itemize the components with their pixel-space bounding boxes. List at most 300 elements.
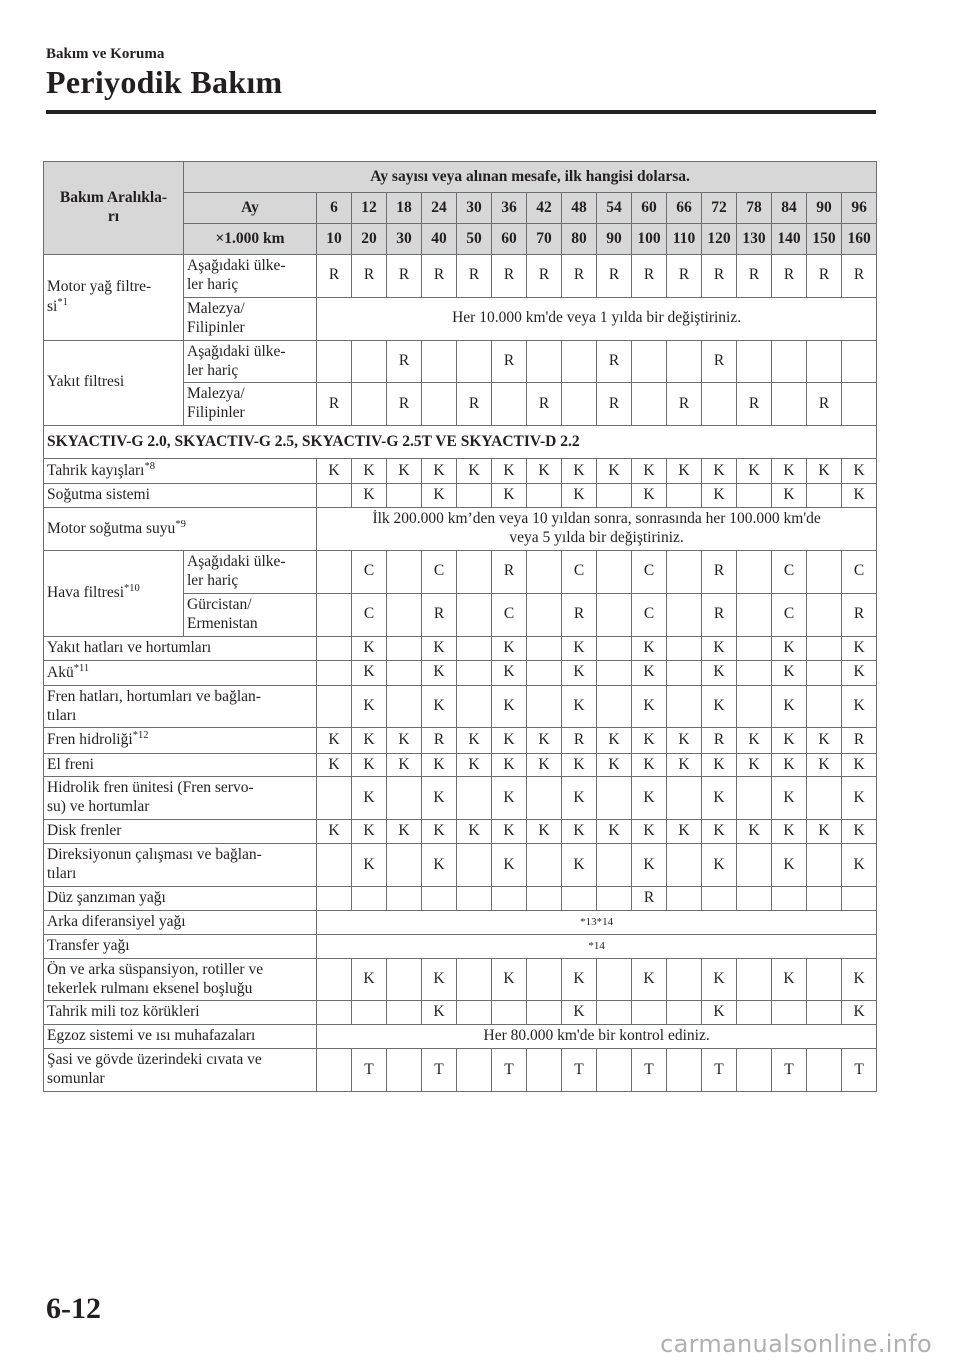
item-label: Hava filtresi <box>47 584 125 602</box>
schedule-cell: K <box>632 660 667 685</box>
km-cell: 40 <box>422 224 457 255</box>
sub-item-label: Malezya/ <box>187 299 245 317</box>
schedule-cell: K <box>772 660 807 685</box>
schedule-cell: K <box>597 820 632 844</box>
footnote-ref: *9 <box>175 519 186 531</box>
schedule-cell <box>387 593 422 636</box>
schedule-cell: K <box>702 844 737 887</box>
schedule-cell <box>492 1001 527 1025</box>
schedule-cell <box>457 958 492 1001</box>
schedule-cell: K <box>562 958 597 1001</box>
sub-item-label-line2: ler hariç <box>187 361 239 379</box>
km-cell: 50 <box>457 224 492 255</box>
schedule-cell: K <box>702 777 737 820</box>
item-label-line2: si <box>47 297 58 315</box>
schedule-cell <box>597 1049 632 1092</box>
schedule-cell <box>387 1001 422 1025</box>
item-label-line2: tıları <box>47 706 77 724</box>
schedule-cell: K <box>702 753 737 777</box>
schedule-cell: K <box>492 820 527 844</box>
schedule-cell <box>562 383 597 426</box>
km-cell: 80 <box>562 224 597 255</box>
schedule-cell <box>667 886 702 910</box>
schedule-cell: K <box>842 660 877 685</box>
table-row <box>44 1001 877 1025</box>
schedule-cell: K <box>492 660 527 685</box>
schedule-cell <box>317 777 352 820</box>
table-row <box>44 753 877 777</box>
schedule-cell: R <box>527 383 562 426</box>
month-cell: 30 <box>457 193 492 224</box>
schedule-cell <box>807 844 842 887</box>
km-cell: 20 <box>352 224 387 255</box>
item-cell <box>44 255 184 341</box>
schedule-cell <box>632 383 667 426</box>
schedule-cell <box>667 1049 702 1092</box>
schedule-cell <box>807 958 842 1001</box>
schedule-cell: K <box>562 636 597 660</box>
schedule-cell: R <box>492 255 527 298</box>
schedule-cell: R <box>667 383 702 426</box>
schedule-cell: R <box>737 383 772 426</box>
schedule-cell: K <box>422 958 457 1001</box>
item-label: Şasi ve gövde üzerindeki cıvata ve <box>47 1051 262 1069</box>
schedule-cell <box>597 685 632 728</box>
schedule-cell <box>737 777 772 820</box>
schedule-cell: K <box>772 728 807 753</box>
schedule-cell <box>737 636 772 660</box>
schedule-cell: K <box>352 820 387 844</box>
schedule-cell: K <box>387 459 422 484</box>
schedule-cell <box>772 886 807 910</box>
schedule-cell: R <box>352 255 387 298</box>
schedule-cell: K <box>772 459 807 484</box>
schedule-cell: K <box>562 753 597 777</box>
schedule-cell: K <box>702 685 737 728</box>
schedule-cell: K <box>457 753 492 777</box>
table-row <box>44 508 877 551</box>
schedule-cell: K <box>562 685 597 728</box>
item-label: Disk frenler <box>47 822 122 840</box>
schedule-cell: K <box>562 1001 597 1025</box>
schedule-cell: K <box>772 958 807 1001</box>
schedule-cell: K <box>632 820 667 844</box>
schedule-cell <box>702 886 737 910</box>
schedule-cell: K <box>352 958 387 1001</box>
schedule-cell <box>387 844 422 887</box>
schedule-cell <box>807 886 842 910</box>
km-cell: 140 <box>772 224 807 255</box>
schedule-cell <box>422 383 457 426</box>
schedule-cell <box>807 660 842 685</box>
schedule-cell <box>317 886 352 910</box>
schedule-cell: K <box>317 728 352 753</box>
schedule-cell: T <box>632 1049 667 1092</box>
schedule-cell <box>737 958 772 1001</box>
schedule-cell <box>597 958 632 1001</box>
schedule-cell: K <box>807 459 842 484</box>
km-cell: 70 <box>527 224 562 255</box>
note-cell <box>317 1025 877 1049</box>
km-cell: 30 <box>387 224 422 255</box>
schedule-cell <box>317 1001 352 1025</box>
table-row <box>44 340 877 383</box>
schedule-cell <box>387 660 422 685</box>
schedule-cell <box>842 340 877 383</box>
span-header: Ay sayısı veya alınan mesafe, ilk hangisi dolarsa. <box>184 162 877 193</box>
schedule-cell: R <box>842 728 877 753</box>
schedule-cell <box>527 1001 562 1025</box>
schedule-cell: K <box>492 636 527 660</box>
item-cell <box>44 551 184 637</box>
item-label: Motor yağ filtre- <box>47 277 152 295</box>
schedule-cell <box>562 340 597 383</box>
schedule-cell: K <box>632 484 667 508</box>
month-label: Ay <box>184 193 317 224</box>
schedule-cell <box>737 1049 772 1092</box>
sub-item-label: Aşağıdaki ülke- <box>187 342 286 360</box>
schedule-cell <box>387 886 422 910</box>
schedule-cell: K <box>772 685 807 728</box>
schedule-cell: T <box>702 1049 737 1092</box>
item-cell <box>44 728 317 753</box>
schedule-cell: T <box>352 1049 387 1092</box>
schedule-cell <box>457 340 492 383</box>
schedule-cell: K <box>737 753 772 777</box>
schedule-cell: K <box>492 958 527 1001</box>
schedule-cell: R <box>457 255 492 298</box>
schedule-cell: R <box>562 593 597 636</box>
schedule-cell <box>737 1001 772 1025</box>
schedule-cell <box>352 383 387 426</box>
schedule-cell <box>737 593 772 636</box>
schedule-cell: C <box>632 551 667 594</box>
item-cell <box>44 484 317 508</box>
schedule-cell: K <box>632 728 667 753</box>
schedule-cell: K <box>492 753 527 777</box>
schedule-cell: K <box>492 844 527 887</box>
schedule-cell <box>352 340 387 383</box>
month-cell: 78 <box>737 193 772 224</box>
schedule-cell: K <box>422 660 457 685</box>
schedule-cell: R <box>632 886 667 910</box>
schedule-cell: C <box>772 593 807 636</box>
schedule-cell: R <box>702 551 737 594</box>
schedule-cell: K <box>352 459 387 484</box>
schedule-cell <box>387 958 422 1001</box>
schedule-cell <box>387 551 422 594</box>
sub-item-label-line2: Ermenistan <box>187 614 258 632</box>
schedule-cell: K <box>527 728 562 753</box>
table-row <box>44 636 877 660</box>
schedule-cell <box>527 636 562 660</box>
schedule-cell <box>737 886 772 910</box>
schedule-cell <box>737 685 772 728</box>
schedule-cell <box>807 484 842 508</box>
schedule-cell <box>807 685 842 728</box>
schedule-cell: K <box>352 660 387 685</box>
schedule-cell <box>807 1001 842 1025</box>
schedule-cell <box>457 844 492 887</box>
item-cell <box>44 340 184 426</box>
schedule-cell: K <box>842 958 877 1001</box>
table-row <box>44 844 877 887</box>
schedule-cell: K <box>842 636 877 660</box>
schedule-cell: K <box>807 753 842 777</box>
schedule-cell <box>317 844 352 887</box>
schedule-cell: K <box>702 820 737 844</box>
schedule-cell: K <box>737 459 772 484</box>
schedule-cell <box>772 383 807 426</box>
sub-item-cell <box>184 551 317 594</box>
sub-item-label-line2: ler hariç <box>187 571 239 589</box>
schedule-cell: K <box>352 753 387 777</box>
schedule-cell <box>527 1049 562 1092</box>
footnote-ref: *8 <box>144 461 155 473</box>
schedule-cell <box>737 551 772 594</box>
schedule-cell <box>527 593 562 636</box>
schedule-cell: K <box>667 820 702 844</box>
schedule-cell <box>527 886 562 910</box>
schedule-cell: T <box>562 1049 597 1092</box>
schedule-cell: R <box>667 255 702 298</box>
group-heading: SKYACTIV-G 2.0, SKYACTIV-G 2.5, SKYACTIV-G 2.5T VE SKYACTIV-D 2.2 <box>44 426 877 459</box>
item-label: Tahrik kayışları <box>47 462 145 480</box>
schedule-cell: K <box>527 753 562 777</box>
schedule-cell <box>807 777 842 820</box>
month-cell: 6 <box>317 193 352 224</box>
item-cell <box>44 886 317 910</box>
item-label-line2: somunlar <box>47 1070 105 1088</box>
interval-header-line1: Bakım Aralıkla- <box>59 189 168 207</box>
schedule-cell <box>317 636 352 660</box>
schedule-cell <box>807 340 842 383</box>
schedule-cell <box>527 660 562 685</box>
schedule-cell: C <box>842 551 877 594</box>
schedule-cell <box>387 777 422 820</box>
schedule-cell <box>737 844 772 887</box>
table-row <box>44 728 877 753</box>
schedule-cell: K <box>842 1001 877 1025</box>
schedule-cell <box>317 340 352 383</box>
schedule-cell: R <box>492 340 527 383</box>
schedule-cell: C <box>492 593 527 636</box>
schedule-cell <box>597 484 632 508</box>
table-row <box>44 1049 877 1092</box>
schedule-cell: K <box>632 753 667 777</box>
km-cell: 100 <box>632 224 667 255</box>
schedule-cell: R <box>702 593 737 636</box>
schedule-cell: C <box>562 551 597 594</box>
schedule-cell: R <box>317 255 352 298</box>
schedule-cell: K <box>737 728 772 753</box>
schedule-cell <box>457 484 492 508</box>
schedule-cell <box>597 844 632 887</box>
item-label: Ön ve arka süspansiyon, rotiller ve <box>47 960 264 978</box>
schedule-cell <box>457 660 492 685</box>
note-cell: *13*14 <box>317 910 877 934</box>
schedule-cell <box>527 844 562 887</box>
item-cell <box>44 685 317 728</box>
schedule-cell: K <box>562 484 597 508</box>
item-label: Soğutma sistemi <box>47 486 150 504</box>
title-rule <box>46 110 876 114</box>
schedule-cell <box>737 340 772 383</box>
table-row <box>44 660 877 685</box>
schedule-cell: K <box>807 820 842 844</box>
schedule-cell <box>597 636 632 660</box>
schedule-cell <box>387 685 422 728</box>
item-cell <box>44 1049 317 1092</box>
interval-header <box>44 162 184 255</box>
schedule-cell: R <box>842 593 877 636</box>
footnote-ref: *11 <box>73 662 90 674</box>
schedule-cell <box>457 1049 492 1092</box>
footnote-ref: *12 <box>132 730 149 742</box>
schedule-cell <box>597 1001 632 1025</box>
month-cell: 60 <box>632 193 667 224</box>
table-row <box>44 255 877 298</box>
maintenance-schedule-table <box>43 161 877 1092</box>
schedule-cell <box>457 551 492 594</box>
schedule-cell <box>597 660 632 685</box>
note-cell <box>317 508 877 551</box>
item-label-line2: tıları <box>47 865 77 883</box>
schedule-cell: R <box>317 383 352 426</box>
schedule-cell <box>667 593 702 636</box>
schedule-cell <box>317 551 352 594</box>
schedule-cell: K <box>842 459 877 484</box>
schedule-cell <box>527 685 562 728</box>
schedule-cell <box>492 886 527 910</box>
schedule-cell: K <box>737 820 772 844</box>
schedule-cell <box>457 685 492 728</box>
schedule-cell: R <box>387 255 422 298</box>
note-text: İlk 200.000 km’den veya 10 yıldan sonra, sonrasında her 100.000 km'de <box>372 510 821 528</box>
footnote-ref: *1 <box>57 296 68 308</box>
schedule-cell: K <box>492 484 527 508</box>
item-cell <box>44 636 317 660</box>
schedule-cell <box>737 484 772 508</box>
schedule-cell: K <box>597 753 632 777</box>
watermark: carmanualsonline.info <box>660 1330 932 1358</box>
schedule-cell <box>317 484 352 508</box>
schedule-cell: C <box>352 593 387 636</box>
table-row <box>44 484 877 508</box>
schedule-cell <box>737 660 772 685</box>
schedule-cell: K <box>562 777 597 820</box>
schedule-cell: K <box>842 844 877 887</box>
km-cell: 150 <box>807 224 842 255</box>
schedule-cell <box>422 340 457 383</box>
schedule-cell <box>667 1001 702 1025</box>
schedule-cell <box>352 886 387 910</box>
schedule-cell: K <box>842 753 877 777</box>
schedule-cell <box>632 1001 667 1025</box>
schedule-cell: K <box>632 844 667 887</box>
schedule-cell: K <box>632 636 667 660</box>
schedule-cell <box>667 777 702 820</box>
km-cell: 90 <box>597 224 632 255</box>
item-label: Düz şanzıman yağı <box>47 888 166 906</box>
schedule-cell: C <box>772 551 807 594</box>
item-label: Direksiyonun çalışması ve bağlan- <box>47 846 262 864</box>
item-cell <box>44 1025 317 1049</box>
schedule-cell <box>527 958 562 1001</box>
schedule-cell: K <box>422 484 457 508</box>
schedule-cell: C <box>422 551 457 594</box>
item-label: Fren hatları, hortumları ve bağlan- <box>47 687 261 705</box>
schedule-cell: R <box>422 593 457 636</box>
schedule-cell: R <box>597 383 632 426</box>
schedule-cell: K <box>352 777 387 820</box>
km-cell: 120 <box>702 224 737 255</box>
schedule-cell: K <box>527 459 562 484</box>
schedule-cell: R <box>842 255 877 298</box>
schedule-cell: K <box>492 728 527 753</box>
schedule-cell: R <box>492 551 527 594</box>
schedule-cell: R <box>772 255 807 298</box>
table-row <box>44 886 877 910</box>
schedule-cell: K <box>317 459 352 484</box>
month-cell: 18 <box>387 193 422 224</box>
item-label-line2: tekerlek rulmanı eksenel boşluğu <box>47 979 253 997</box>
table-body <box>44 255 877 1092</box>
schedule-cell: K <box>702 958 737 1001</box>
schedule-cell <box>457 593 492 636</box>
schedule-cell: R <box>422 255 457 298</box>
schedule-cell: K <box>667 753 702 777</box>
item-label: Egzoz sistemi ve ısı muhafazaları <box>47 1027 256 1045</box>
schedule-cell: T <box>422 1049 457 1092</box>
schedule-cell <box>807 593 842 636</box>
schedule-cell: K <box>842 777 877 820</box>
km-cell: 110 <box>667 224 702 255</box>
table-row <box>44 958 877 1001</box>
schedule-cell <box>317 593 352 636</box>
item-cell <box>44 958 317 1001</box>
item-label: El freni <box>47 755 94 773</box>
schedule-cell: K <box>492 459 527 484</box>
schedule-cell <box>527 340 562 383</box>
schedule-cell: K <box>562 660 597 685</box>
month-cell: 54 <box>597 193 632 224</box>
schedule-cell <box>667 340 702 383</box>
item-cell <box>44 660 317 685</box>
schedule-cell: R <box>702 340 737 383</box>
item-cell <box>44 820 317 844</box>
item-label: Tahrik mili toz körükleri <box>47 1003 200 1021</box>
schedule-cell: K <box>772 484 807 508</box>
item-label: Hidrolik fren ünitesi (Fren servo- <box>47 779 254 797</box>
month-cell: 24 <box>422 193 457 224</box>
schedule-cell: R <box>807 383 842 426</box>
month-cell: 66 <box>667 193 702 224</box>
schedule-cell: K <box>667 728 702 753</box>
schedule-cell: K <box>422 685 457 728</box>
schedule-cell: K <box>842 685 877 728</box>
item-cell <box>44 777 317 820</box>
table-row <box>44 685 877 728</box>
schedule-cell <box>387 484 422 508</box>
item-label: Arka diferansiyel yağı <box>47 912 186 930</box>
schedule-cell: K <box>352 844 387 887</box>
note-text: Her 10.000 km'de veya 1 yılda bir değiştiriniz. <box>452 309 742 327</box>
group-row <box>44 426 877 459</box>
schedule-cell <box>597 551 632 594</box>
sub-item-label-line2: ler hariç <box>187 275 239 293</box>
schedule-cell <box>317 685 352 728</box>
